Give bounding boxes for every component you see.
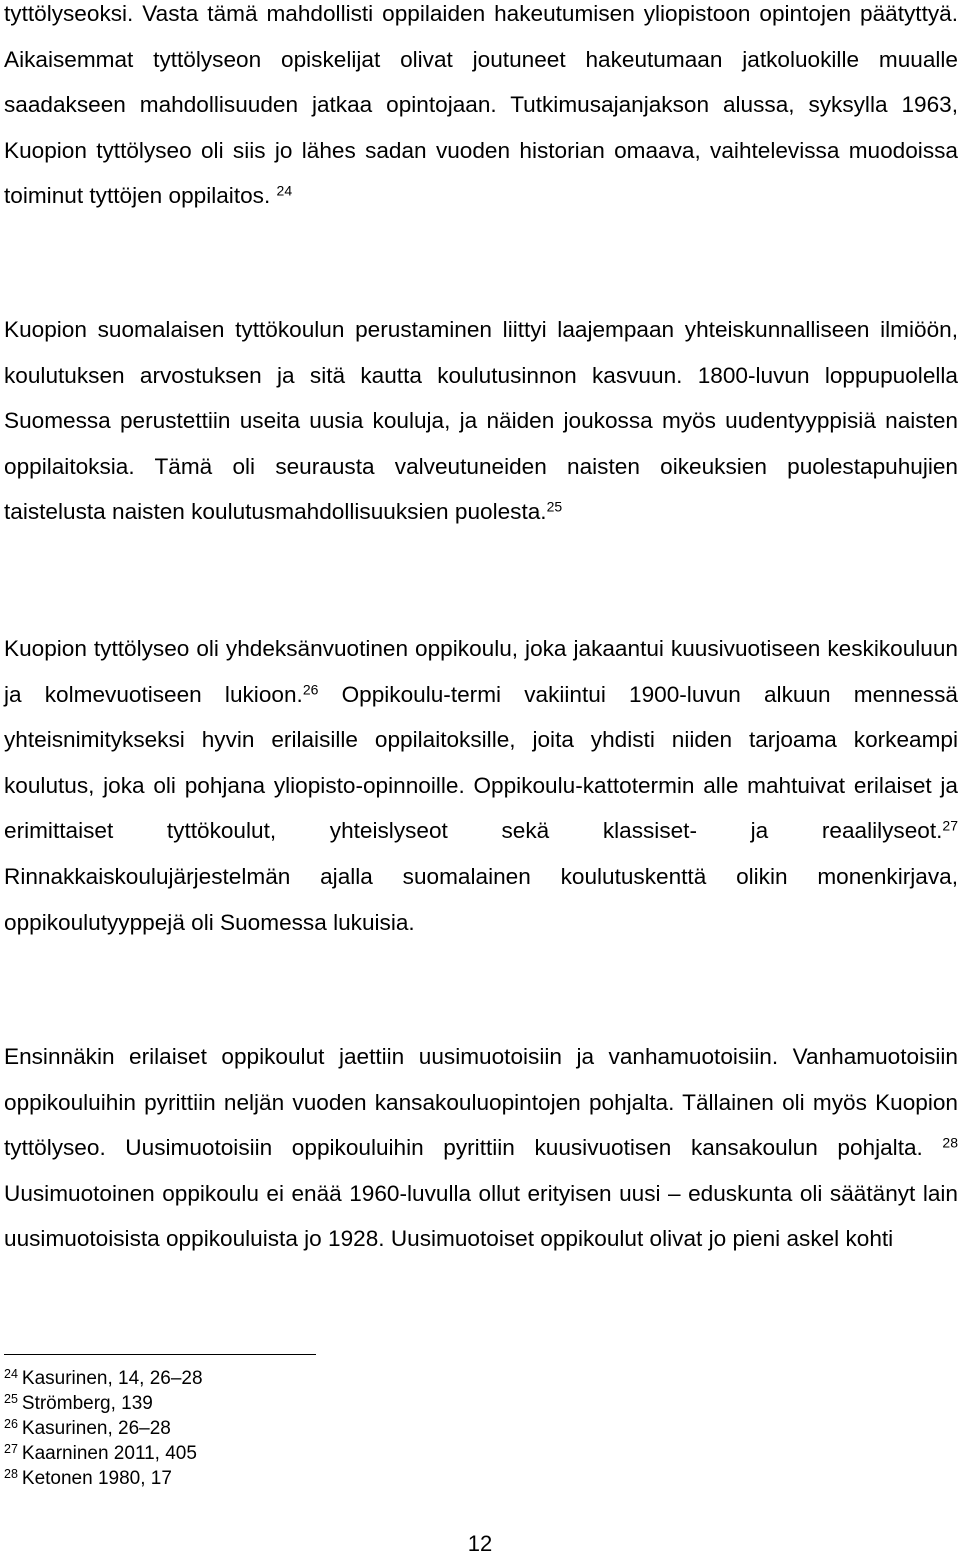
footnote-number: 25 [4, 1391, 18, 1406]
footnote-text: Ketonen 1980, 17 [21, 1468, 172, 1489]
footnote-text: Kasurinen, 14, 26–28 [21, 1368, 203, 1389]
footnote-number: 26 [4, 1416, 18, 1431]
footnote-text: Strömberg, 139 [21, 1393, 153, 1414]
footnote-27 [4, 1441, 604, 1466]
paragraph-3-text-3: Rinnakkaiskoulujärjestelmän ajalla suomalainen koulutuskenttä olikin monenkirjava, oppikoulutyyppejä oli Suomessa lukuisia. [4, 863, 958, 935]
footnotes [4, 1366, 604, 1491]
page-number: 12 [467, 1531, 493, 1556]
footnote-number: 24 [4, 1366, 18, 1381]
paragraph-1-text-1: tyttölyseoksi. Vasta tämä mahdollisti oppilaiden hakeutumisen yliopistoon opintojen päätyttyä. Aikaisemmat tyttölyseon opiskelijat olivat joutuneet hakeutumaan jatkoluokille muualle saadakseen mahdollisuuden jatkaa opintojaan. Tutkimusajanjakson alussa, syksylla 1963, Kuopion tyttölyseo oli siis jo lähes sadan vuoden historian omaava, vaihtelevissa muodoissa toiminut tyttöjen oppilaitos. [4, 1, 958, 209]
paragraph-2-text-1: Kuopion suomalaisen tyttökoulun perustaminen liittyi laajempaan yhteiskunnalliseen ilmiöön, koulutuksen arvostuksen ja sitä kautta koulutusinnon kasvuun. 1800-luvun loppupuolella Suomessa perustettiin useita uusia kouluja, ja näiden joukossa myös uudentyyppisiä naisten oppilaitoksia. Tämä oli seurausta valveutuneiden naisten oikeuksien puolestapuhujien taistelusta naisten koulutusmahdollisuuksien puolesta. [4, 317, 958, 525]
footnote-25 [4, 1391, 604, 1416]
footnote-separator [4, 1354, 316, 1355]
footnote-ref-28: 28 [942, 1134, 958, 1151]
paragraph-4 [4, 1034, 958, 1262]
footnote-text: Kaarninen 2011, 405 [21, 1443, 197, 1464]
paragraph-4-text-2: Uusimuotoinen oppikoulu ei enää 1960-luvulla ollut erityisen uusi – eduskunta oli säätänyt lain uusimuotoisista oppikouluista jo 1928. Uusimuotoiset oppikoulut olivat jo pieni askel kohti [4, 1180, 958, 1252]
footnote-ref-25: 25 [546, 498, 563, 515]
footnote-ref-24: 24 [276, 182, 293, 199]
paragraph-1 [4, 0, 958, 219]
footnote-26 [4, 1416, 604, 1441]
paragraph-3 [4, 626, 958, 945]
footnote-text: Kasurinen, 26–28 [21, 1418, 171, 1439]
paragraph-3-text-1: Kuopion tyttölyseo oli yhdeksänvuotinen oppikoulu, joka jakaantui kuusivuotiseen keskikouluun ja kolmevuotiseen lukioon. [4, 636, 958, 707]
footnote-ref-27: 27 [942, 817, 958, 834]
paragraph-4-text-1: Ensinnäkin erilaiset oppikoulut jaettiin uusimuotoisiin ja vanhamuotoisiin. Vanhamuotoisiin oppikouluihin pyrittiin neljän vuoden kansakouluopintojen pohjalta. Tällainen oli myös Kuopion tyttölyseo. Uusimuotoisiin oppikouluihin pyrittiin kuusivuotisen kansakoulun pohjalta. [4, 1044, 958, 1161]
footnote-24 [4, 1366, 604, 1391]
paragraph-3-text-2: Oppikoulu-termi vakiintui 1900-luvun alkuun mennessä yhteisnimitykseksi hyvin erilaisille oppilaitoksille, joita yhdisti niiden tarjoama korkeampi koulutus, joka oli pohjana yliopisto-opinnoille. Oppikoulu-kattotermin alle mahtuivat erilaiset ja erimittaiset tyttökoulut, yhteislyseot sekä klassiset- ja reaalilyseot. [4, 681, 958, 844]
paragraph-2 [4, 307, 958, 535]
footnote-number: 28 [4, 1466, 18, 1481]
footnote-ref-26: 26 [302, 680, 319, 697]
footnote-number: 27 [4, 1441, 18, 1456]
footnote-28 [4, 1466, 604, 1491]
